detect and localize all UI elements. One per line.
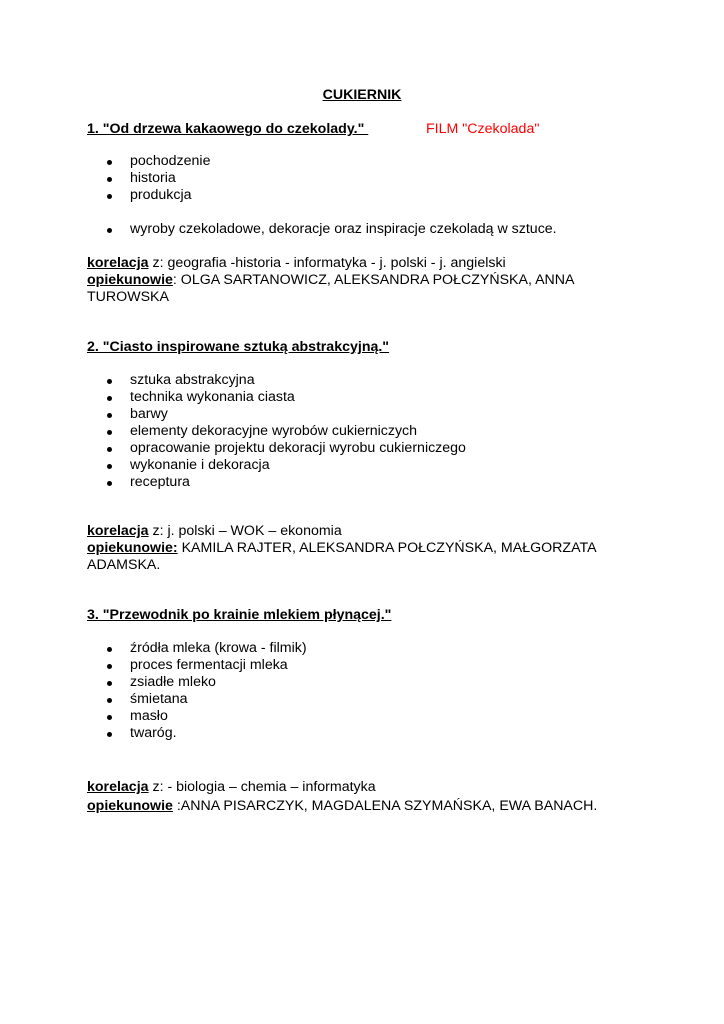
list-item: pochodzenie (87, 153, 210, 170)
list-item: sztuka abstrakcyjna (87, 372, 466, 389)
korelacja-line (87, 523, 627, 540)
film-note: FILM "Czekolada" (426, 121, 540, 137)
section-3-topic-list (87, 640, 307, 742)
list-item: elementy dekoracyjne wyrobów cukierniczych (87, 423, 466, 440)
korelacja-line (87, 255, 627, 272)
korelacja-text: z: j. polski – WOK – ekonomia (148, 523, 342, 539)
list-item: śmietana (87, 691, 307, 708)
section-1-extra-list (87, 221, 557, 238)
list-item: technika wykonania ciasta (87, 389, 466, 406)
korelacja-label: korelacja (87, 779, 149, 795)
opiekunowie-text: : OLGA SARTANOWICZ, ALEKSANDRA POŁCZYŃSKA, ANNA TUROWSKA (87, 272, 574, 305)
list-item: twaróg. (87, 725, 307, 742)
section-3-heading: 3. "Przewodnik po krainie mlekiem płynącej." (87, 607, 392, 623)
opiekunowie-line (87, 540, 627, 574)
document-title: CUKIERNIK (322, 87, 402, 103)
opiekunowie-text: :ANNA PISARCZYK, MAGDALENA SZYMAŃSKA, EWA BANACH. (172, 798, 598, 814)
opiekunowie-label: opiekunowie (87, 272, 173, 288)
section-1-heading: 1. "Od drzewa kakaowego do czekolady." (87, 121, 369, 137)
list-item: barwy (87, 406, 466, 423)
list-item: historia (87, 170, 210, 187)
list-item: produkcja (87, 187, 210, 204)
opiekunowie-text: KAMILA RAJTER, ALEKSANDRA POŁCZYŃSKA, MAŁGORZATA ADAMSKA. (87, 540, 596, 573)
list-item: receptura (87, 474, 466, 491)
list-item: zsiadłe mleko (87, 674, 307, 691)
list-item: wyroby czekoladowe, dekoracje oraz inspiracje czekoladą w sztuce. (87, 221, 557, 238)
opiekunowie-line (87, 272, 627, 306)
list-item: opracowanie projektu dekoracji wyrobu cukierniczego (87, 440, 466, 457)
opiekunowie-line (87, 797, 627, 816)
korelacja-label: korelacja (87, 255, 149, 271)
list-item: źródła mleka (krowa - filmik) (87, 640, 307, 657)
list-item: proces fermentacji mleka (87, 657, 307, 674)
opiekunowie-label: opiekunowie (87, 798, 173, 814)
korelacja-text: z: geografia -historia - informatyka - j. polski - j. angielski (148, 255, 506, 271)
korelacja-line (87, 778, 627, 797)
korelacja-text: z: - biologia – chemia – informatyka (148, 779, 376, 795)
section-2-heading: 2. "Ciasto inspirowane sztuką abstrakcyjną." (87, 339, 390, 355)
korelacja-label: korelacja (87, 523, 149, 539)
section-3-meta (87, 778, 627, 816)
opiekunowie-label: opiekunowie: (87, 540, 178, 556)
list-item: wykonanie i dekoracja (87, 457, 466, 474)
section-2-topic-list (87, 372, 466, 491)
section-1-topic-list (87, 153, 210, 204)
section-2-meta (87, 523, 627, 574)
section-1-meta (87, 255, 627, 306)
list-item: masło (87, 708, 307, 725)
